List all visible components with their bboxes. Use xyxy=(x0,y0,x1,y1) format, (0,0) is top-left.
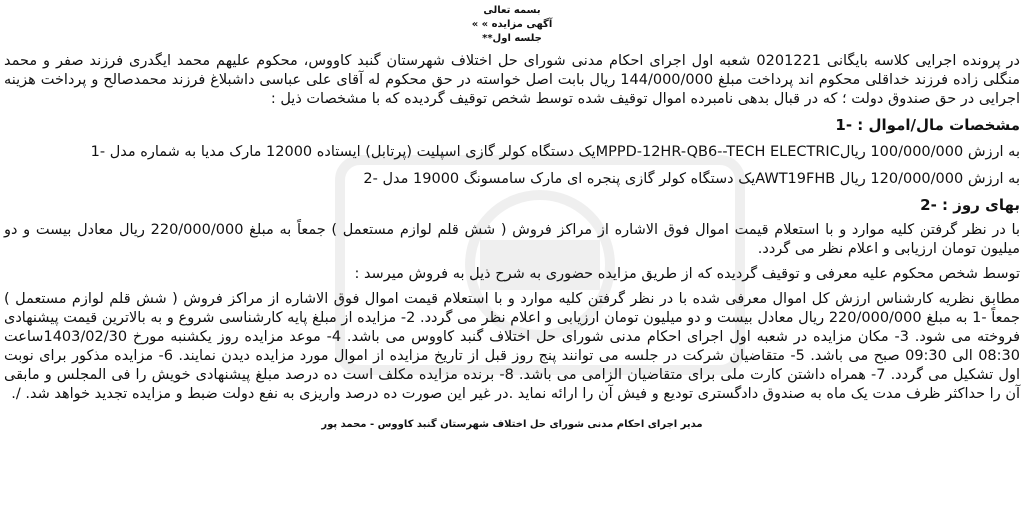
property-specs-heading: مشخصات مال/اموال : -1 xyxy=(835,116,1020,134)
signature-footer: مدیر اجرای احکام مدنی شورای حل اختلاف شهرستان گنبد کاووس - محمد پور xyxy=(321,419,703,430)
auction-conditions-paragraph: مطابق نظریه کارشناس ارزش کل اموال معرفی شده با در نظر گرفتن کلیه موارد و با استعلام قیمت اموال فوق الاشاره از مراکز فروش ( شش قلم لوازم مستعمل ) جمعاً -1 به مبلغ 220/000/000 ریال معادل بیست و دو میلیون تومان ارزیابی و اعلام نظر می گردد. 2- مزایده از مبلغ پایه کارشناسی شروع و به بالاترین قیمت پیشنهادی فروخته می شود. 3- مکان مزایده در شعبه اول اجرای احکام مدنی شورای حل اختلاف گنبد کاووس می باشد. 4- موعد مزایده روز یکشنبه مورخ 1403/02/30ساعت 08:30 الی 09:30 صبح می باشد. 5- متقاضیان شرکت در جلسه می توانند پنج روز قبل از تاریخ مزایده از اموال مورد مزایده دیدن نمایند. 6- مزایده مذکور برای نوبت اول تشکیل می گردد. 7- همراه داشتن کارت ملی برای متقاضیان الزامی می باشد. 8- برنده مزایده مکلف است ده درصد مبلغ پیشنهادی خویش را فی المجلس و مابقی آن را حداکثر ظرف مدت یک ماه به صندوق دادگستری تودیع و فیش آن را ارائه نماید .در غیر این صورت ده درصد واریزی به نفع دولت ضبط و مزایده تجدید خواهد شد. /. xyxy=(4,291,1021,402)
daily-price-heading: بهای روز : -2 xyxy=(920,196,1020,214)
notice-title: آگهی مزایده » » xyxy=(471,19,553,30)
property-item-1: به ارزش 100/000/000 ریالMPPD-12HR-QB6--TECH ELECTRICیک دستگاه کولر گازی اسپلیت (پرتابل) ایستاده 12000 مارک مدیا به شماره مدل -1 xyxy=(90,144,1020,160)
property-item-2: به ارزش 120/000/000 ریال AWT19FHBیک دستگاه کولر گازی پنجره ای مارک سامسونگ 19000 مدل -2 xyxy=(363,171,1020,187)
daily-price-paragraph: با در نظر گرفتن کلیه موارد و با استعلام قیمت اموال فوق الاشاره از مراکز فروش ( شش قلم لوازم مستعمل ) جمعاً به مبلغ 220/000/000 ریال معادل بیست و دو میلیون تومان ارزیابی و اعلام نظر می گردد. xyxy=(4,222,1020,257)
session-label: جلسه اول** xyxy=(482,33,542,44)
auction-notice-document xyxy=(0,4,1024,442)
auction-intro-paragraph: توسط شخص محکوم علیه معرفی و توقیف گردیده که از طریق مزایده حضوری به شرح ذیل به فروش میرسد : xyxy=(354,266,1020,282)
basmala-heading: بسمه تعالی xyxy=(483,5,541,16)
intro-paragraph: در پرونده اجرایی کلاسه بایگانی 0201221 شعبه اول اجرای احکام مدنی شورای حل اختلاف شهرستان گنبد کاووس، محکوم علیهم محمد ایگدری فرزند صفر و محمد منگلی زاده فرزند خداقلی محکوم اند پرداخت مبلغ 144/000/000 ریال بابت اصل خواسته در حق محکوم له آقای علی عباسی داشبلاغ فرزند محمدصالح و پرداخت هزینه اجرایی در حق صندوق دولت ؛ که در قبال بدهی نامبرده اموال توقیف شده توسط شخص توقیف گردیده که با مشخصات ذیل : xyxy=(4,53,1021,107)
